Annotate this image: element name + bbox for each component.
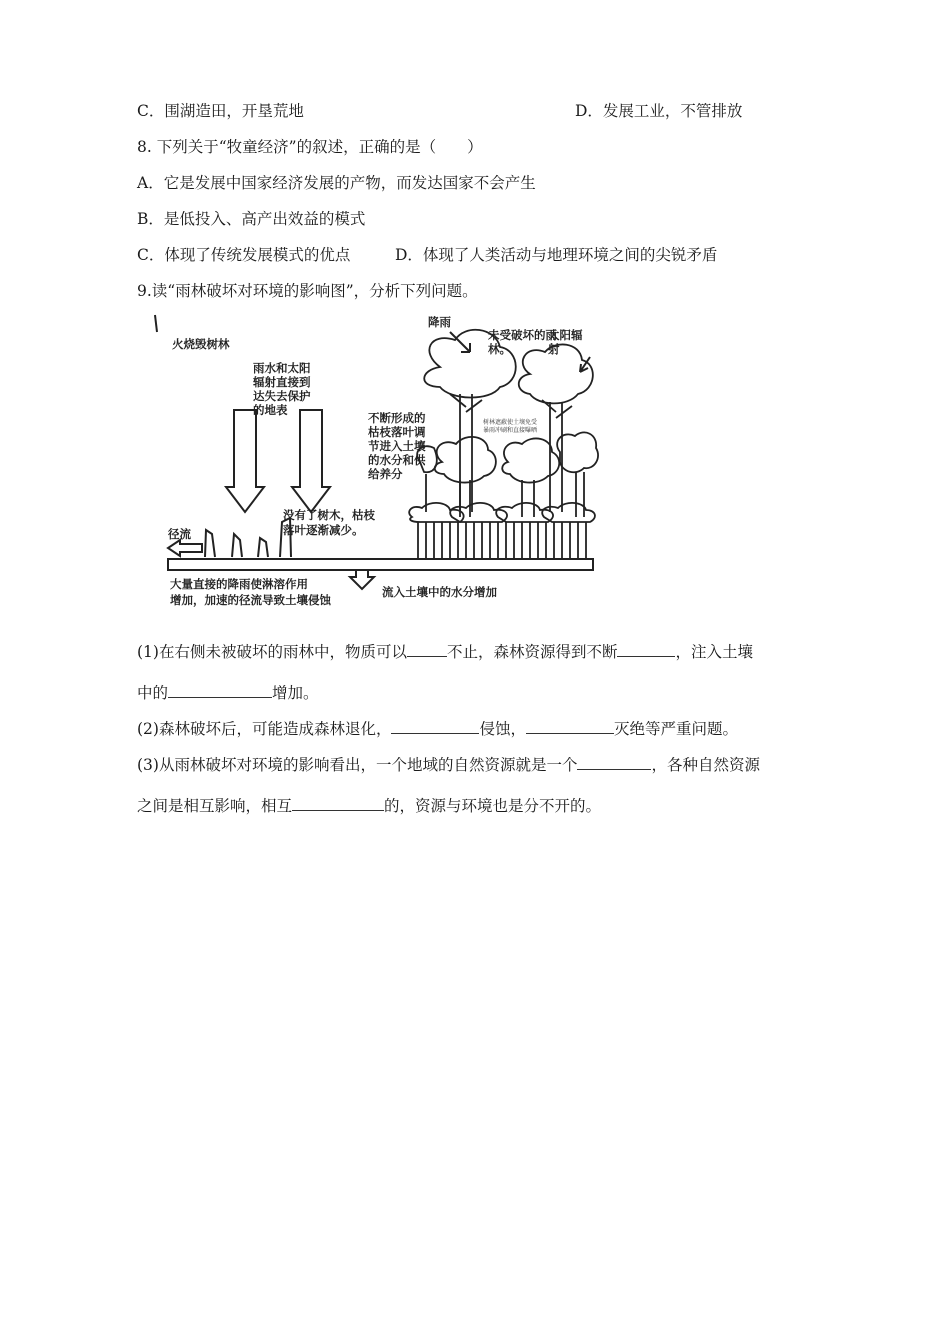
q9-sub2: (2)森林破坏后，可能造成森林退化， 侵蚀， 灭绝等严重问题。 (137, 720, 738, 738)
q9-stem: 9.读“雨林破坏对环境的影响图”，分析下列问题。 (137, 282, 478, 300)
svg-text:增加，加速的径流导致土壤侵蚀: 增加，加速的径流导致土壤侵蚀 (170, 593, 331, 607)
svg-text:雨水和太阳: 雨水和太阳 (253, 361, 311, 375)
svg-text:林。: 林。 (488, 342, 511, 356)
tree-stumps (205, 518, 291, 557)
svg-text:的水分和供: 的水分和供 (368, 453, 426, 467)
answer-blank[interactable] (292, 796, 384, 811)
q8-option-b: B．是低投入、高产出效益的模式 (137, 210, 366, 228)
rainforest-diagram (150, 312, 600, 617)
rain-label: 降雨 (428, 315, 451, 329)
bottom-left-label (170, 577, 331, 607)
svg-text:枯枝落叶调: 枯枝落叶调 (368, 425, 426, 439)
answer-blank[interactable] (168, 683, 272, 698)
no-trees-label (283, 508, 375, 537)
answer-blank[interactable] (617, 642, 675, 657)
svg-text:太阳辐: 太阳辐 (548, 328, 583, 342)
down-arrow-icon (350, 570, 374, 589)
svg-text:树林遮蔽使土壤免受: 树林遮蔽使土壤免受 (483, 419, 538, 426)
q7-option-d: D．发展工业，不管排放 (575, 102, 743, 120)
q8-option-c: C．体现了传统发展模式的优点 (137, 246, 351, 264)
rainforest-trees (409, 330, 598, 560)
q7-options-row (137, 101, 743, 121)
rain-sun-label (252, 361, 311, 417)
q8-stem: 8. 下列关于“牧童经济”的叙述，正确的是（ ） (137, 138, 483, 156)
down-arrow-icon (292, 410, 330, 512)
litter-label (368, 411, 426, 481)
q8-option-d: D．体现了人类活动与地理环境之间的尖锐矛盾 (395, 246, 718, 264)
left-arrow-icon (168, 540, 202, 556)
answer-blank[interactable] (391, 719, 479, 734)
svg-text:给养分: 给养分 (368, 467, 403, 481)
svg-text:不断形成的: 不断形成的 (368, 411, 426, 425)
tiny-label (483, 418, 537, 434)
q9-sub3-line1: (3)从雨林破坏对环境的影响看出，一个地域的自然资源就是一个 ，各种自然资源 (137, 756, 760, 774)
svg-text:辐射直接到: 辐射直接到 (253, 375, 311, 389)
ground-strip (168, 559, 593, 570)
q7-option-c: C．围湖造田，开垦荒地 (137, 102, 304, 120)
answer-blank[interactable] (407, 642, 447, 657)
bottom-right-label: 流入土壤中的水分增加 (382, 585, 497, 599)
svg-text:大量直接的降雨使淋溶作用: 大量直接的降雨使淋溶作用 (170, 577, 308, 591)
svg-text:节进入土壤: 节进入土壤 (368, 439, 426, 453)
svg-text:射: 射 (548, 342, 560, 356)
answer-blank[interactable] (526, 719, 614, 734)
svg-text:暴雨冲刷和直接曝晒: 暴雨冲刷和直接曝晒 (483, 427, 538, 434)
answer-blank[interactable] (577, 755, 651, 770)
q9-sub1-line1: (1)在右侧未被破坏的雨林中，物质可以 不止，森林资源得到不断 ，注入土壤 (137, 643, 753, 661)
corner-mark (155, 315, 157, 332)
svg-text:的地表: 的地表 (253, 403, 288, 417)
down-arrow-icon (226, 410, 264, 512)
svg-text:没有了树木，枯枝: 没有了树木，枯枝 (283, 508, 375, 522)
svg-text:落叶逐渐减少。: 落叶逐渐减少。 (283, 523, 364, 537)
q8-option-a: A．它是发展中国家经济发展的产物，而发达国家不会产生 (137, 174, 536, 192)
q8-options-cd-row (137, 245, 718, 265)
solar-label (548, 328, 583, 356)
fire-label: 火烧毁树林 (172, 337, 230, 351)
svg-text:未受破坏的雨: 未受破坏的雨 (488, 328, 557, 342)
q9-sub1-line2: 中的 增加。 (137, 684, 319, 702)
q9-sub3-line2: 之间是相互影响，相互 的，资源与环境也是分不开的。 (137, 797, 602, 815)
runoff-label: 径流 (168, 527, 191, 541)
svg-text:达失去保护: 达失去保护 (253, 389, 311, 403)
